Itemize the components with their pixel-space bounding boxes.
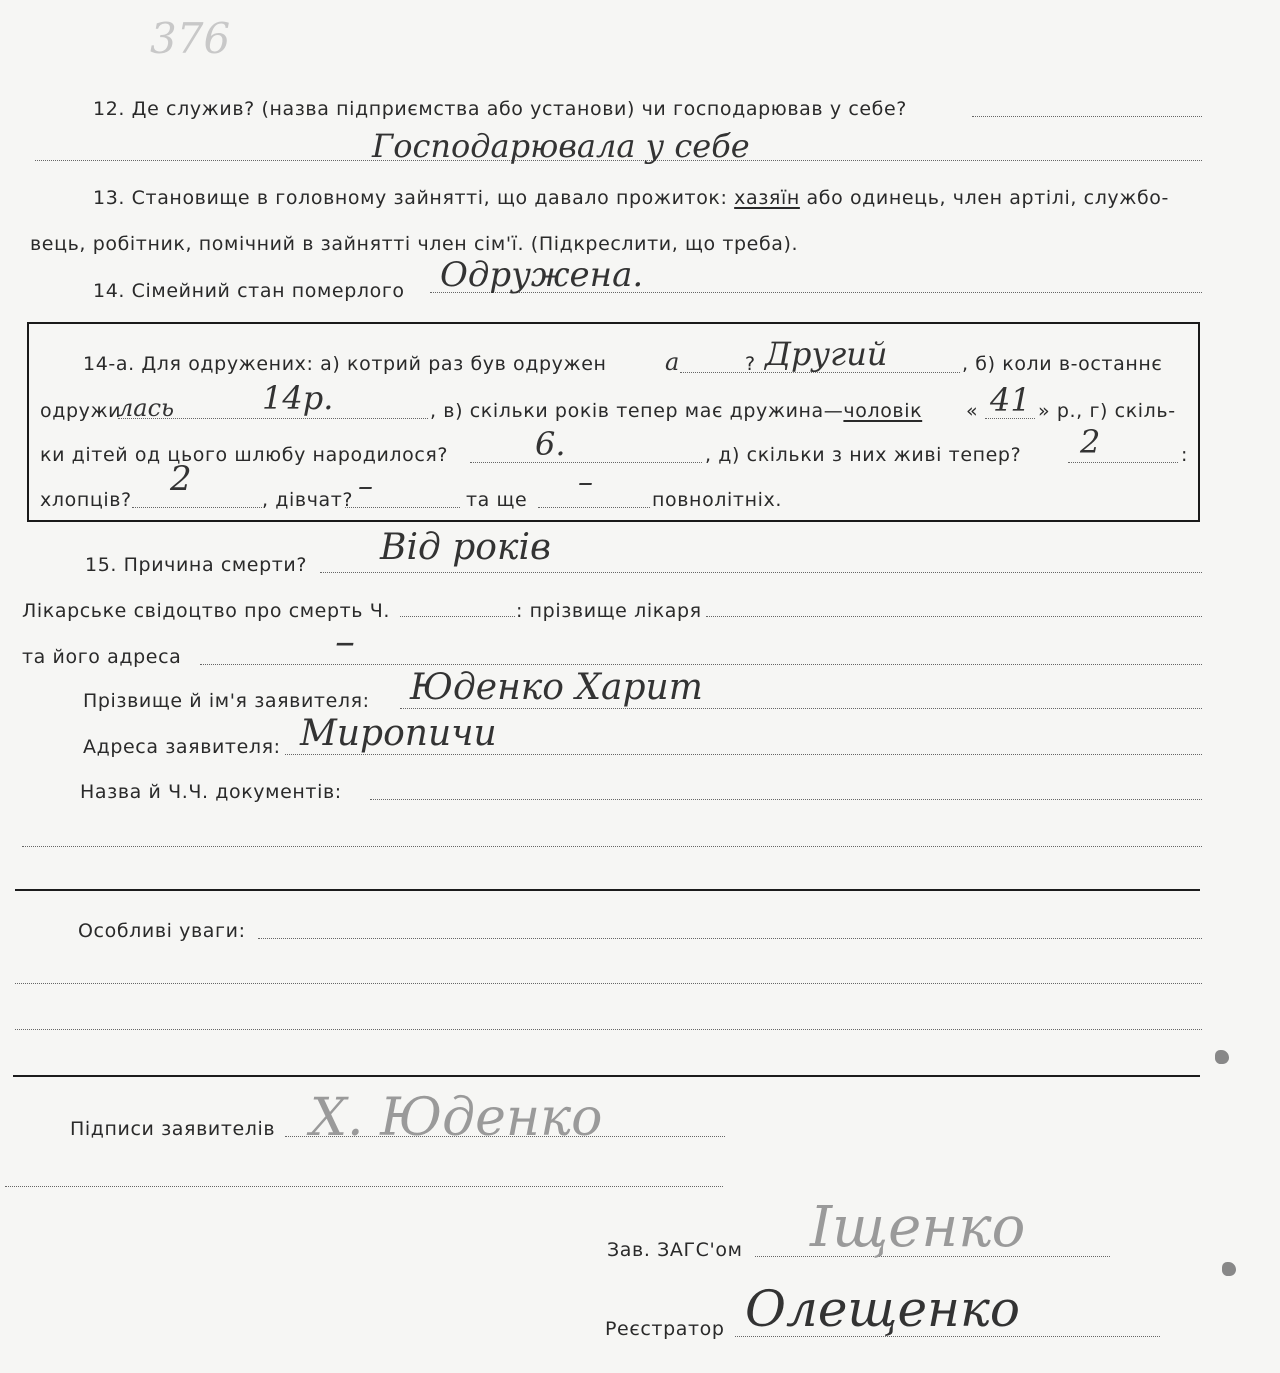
q14a-line1-q: ? [745,353,756,375]
q15-label: 15. Причина смерти? [85,554,308,576]
q14a-line2-fill [118,418,428,419]
applicants-signature: Х. Юденко [310,1088,603,1148]
q14a-line4-a: хлопців? [40,489,132,511]
registrar-label: Реєстратор [605,1318,725,1340]
archive-mark: 376 [150,14,231,63]
medical-address-label: та його адреса [22,646,182,668]
q14a-line2-age: 41 [990,381,1031,419]
notes-line-3 [15,1029,1202,1030]
applicant-name-value: Юденко Харит [410,667,703,708]
q13-underlined-option: хазяїн [734,187,800,209]
applicant-docs-line [370,799,1202,800]
scan-speck [1215,1050,1229,1064]
q14a-line3-colon: : [1181,444,1189,466]
q14a-line2-a: одружи [40,400,122,422]
q14a-line3-b: , д) скільки з них живі тепер? [705,444,1022,466]
q14a-line2-answer: 14р. [262,379,334,417]
applicant-address-value: Миропичи [300,713,497,754]
applicants-signature-line-2 [5,1186,723,1187]
q14a-line3-a: ки дітей од цього шлюбу народилося? [40,444,449,466]
applicants-signature-label: Підписи заявителів [70,1118,276,1140]
q14a-line4-girls-fill [345,507,460,508]
q14a-line1-answer: Другий [765,335,888,373]
q13-line2: вець, робітник, помічний в зайнятті член сім'ї. (Підкреслити, що треба). [30,233,799,255]
q13-line1 [93,189,1169,208]
applicant-docs-label: Назва й Ч.Ч. документів: [80,781,342,803]
q14a-line4-girls: – [358,469,373,504]
head-of-registry-label: Зав. ЗАГС'ом [607,1239,743,1261]
applicant-address-label: Адреса заявителя: [83,736,281,758]
q14a-line1-suffix: а [665,348,680,376]
q14a-line3-answer: 6. [535,425,566,463]
q14a-line3-alive-fill [1068,462,1178,463]
q12-fill-line [972,116,1202,117]
scan-speck [1222,1262,1236,1276]
medical-cert-number-line [400,616,515,617]
q14a-line4-b: , дівчат? [262,489,354,511]
q14-label: 14. Сімейний стан померлого [93,280,405,302]
q13-line1-rest: або одинець, член артілі, службо- [806,187,1169,209]
q14a-line2-quote-open: « [966,400,979,422]
q14a-line2-b [430,402,922,421]
q14a-line1-a: 14-а. Для одружених: а) котрий раз був одружен [83,353,607,375]
section-divider-1 [15,889,1200,891]
q14a-line1-b: , б) коли в-останнє [962,353,1163,375]
q14a-line4-boys: 2 [170,459,192,499]
q15-answer: Від років [380,527,551,568]
q14a-line3-fill [470,462,702,463]
q12-answer: Господарювала у себе [372,127,750,165]
q14a-line4-more-fill [538,507,650,508]
q14a-line2-c: » р., г) скіль- [1038,400,1176,422]
q14-answer: Одружена. [440,255,644,295]
section-divider-2 [13,1075,1200,1077]
q14a-line4-d: повнолітніх. [652,489,782,511]
notes-line-1 [258,938,1202,939]
medical-cert-label: Лікарське свідоцтво про смерть Ч. [22,600,390,622]
q14a-line4-boys-fill [132,507,262,508]
q14a-line4-more: – [578,465,593,500]
notes-line-2 [15,983,1202,984]
applicant-name-line [400,708,1202,709]
q14a-box [27,322,1200,522]
q14a-line3-alive: 2 [1080,423,1101,461]
medical-doctor-label: : прізвище лікаря [516,600,702,622]
applicant-address-line [285,754,1202,755]
q14a-line4-c: та ще [466,489,528,511]
applicant-name-label: Прізвище й ім'я заявителя: [83,690,370,712]
medical-address-value: – [335,619,355,665]
applicant-docs-line-2 [22,846,1202,847]
q14a-line2-suffix: лась [118,394,175,422]
q14a-line2-text: , в) скільки років тепер має дружина— [430,400,844,422]
q15-answer-line [320,572,1202,573]
q13-prefix: 13. Становище в головному зайнятті, що давало прожиток: [93,187,728,209]
medical-doctor-line [706,616,1202,617]
q14a-line2-husband: чоловік [843,400,923,422]
head-of-registry-signature: Іщенко [810,1195,1026,1260]
q12-label: 12. Де служив? (назва підприємства або установи) чи господарював у себе? [93,98,907,120]
registrar-signature: Олещенко [745,1280,1020,1338]
notes-label: Особливі уваги: [78,920,246,942]
